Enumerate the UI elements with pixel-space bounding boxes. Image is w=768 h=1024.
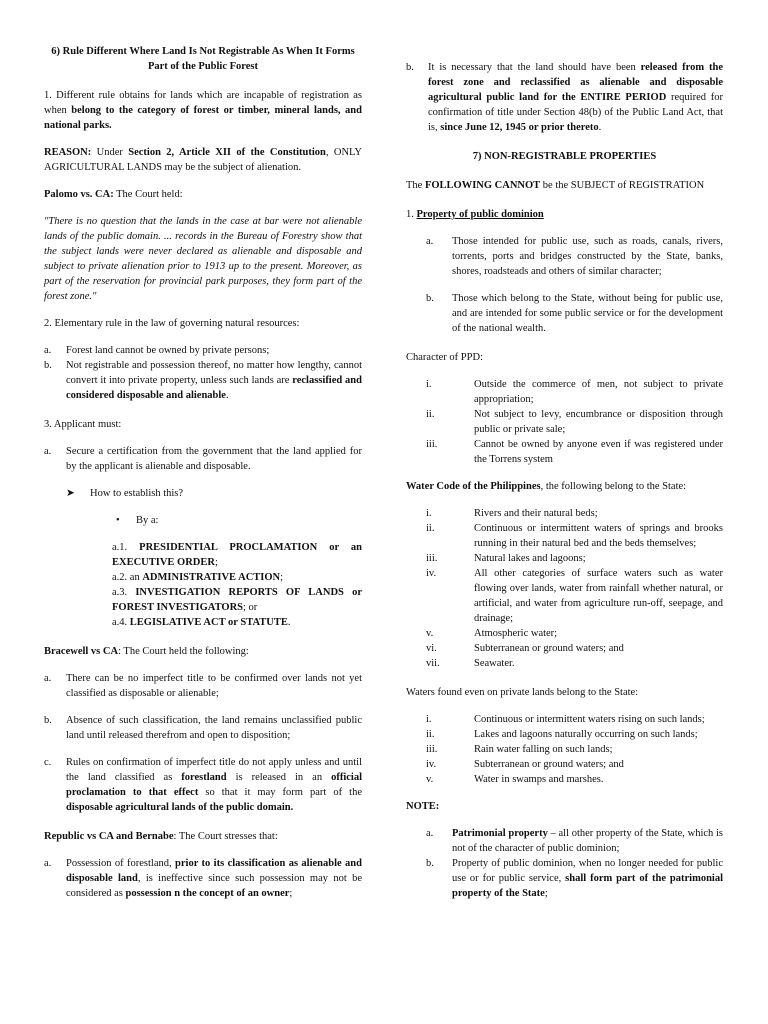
list-item: i. Continuous or intermittent waters rising on such lands; <box>426 714 705 725</box>
right-column <box>406 0 723 901</box>
list-item: a. Forest land cannot be owned by private persons; <box>44 345 270 356</box>
section-7-heading: 7) NON-REGISTRABLE PROPERTIES <box>472 151 657 162</box>
list-item: iii. Cannot be owned by anyone even if was registered under the Torrens system <box>426 439 723 465</box>
list-item: b. Absence of such classification, the land remains unclassified public land until released therefrom and open to disposition; <box>44 715 362 741</box>
ppd-heading: 1. Property of public dominion <box>406 209 544 220</box>
republic-case-heading: Republic vs CA and Bernabe: The Court stresses that: <box>44 831 278 842</box>
list-item: c. Rules on confirmation of imperfect title do not apply unless and until the land classified as forestland is released in an official proclamation to that effect so that it may form part of the disposable agricultural lands of the public domain. <box>44 757 362 813</box>
list-item: iv. All other categories of surface waters such as water flowing over lands, water from rainfall whether natural, or artificial, and water from agriculture run-off, seepage, and drainage; <box>426 568 723 624</box>
rule-2-paragraph: 2. Elementary rule in the law of governing natural resources: <box>44 318 300 329</box>
list-item: a. Patrimonial property – all other property of the State, which is not of the character of public dominion; <box>426 828 723 854</box>
list-item: b. It is necessary that the land should have been released from the forest zone and reclassified as alienable and disposable agricultural public land for the ENTIRE PERIOD required for confirmation of title under Section 48(b) of the Public Land Act, that is, since June 12, 1945 or prior thereto. <box>406 62 723 133</box>
list-item: iii. Rain water falling on such lands; <box>426 744 613 755</box>
list-item: iii. Natural lakes and lagoons; <box>426 553 586 564</box>
list-item: iv. Subterranean or ground waters; and <box>426 759 624 770</box>
note-heading: NOTE: <box>406 801 440 812</box>
list-item: a. Possession of forestland, prior to its classification as alienable and disposable land, is ineffective since such possession may not be considered as possession n the concept of an owner; <box>44 858 362 899</box>
list-item: i. Outside the commerce of men, not subject to private appropriation; <box>426 379 723 405</box>
list-item: ii. Lakes and lagoons naturally occurring on such lands; <box>426 729 698 740</box>
list-item: ii. Not subject to levy, encumbrance or disposition through public or private sale; <box>426 409 723 435</box>
list-item: b. Those which belong to the State, without being for public use, and are intended for some public service or for the development of the national wealth. <box>426 293 723 334</box>
section-6-heading: 6) Rule Different Where Land Is Not Registrable As When It Forms Part of the Public Forest <box>51 46 355 72</box>
bullet-icon: • <box>116 515 120 526</box>
bracewell-case-heading: Bracewell vs CA: The Court held the following: <box>44 646 249 657</box>
how-to-establish: ➤ How to establish this? <box>66 488 184 499</box>
list-item: v. Water in swamps and marshes. <box>426 774 604 785</box>
non-registrable-intro: The FOLLOWING CANNOT be the SUBJECT of REGISTRATION <box>406 180 705 191</box>
method-a2: a.2. an ADMINISTRATIVE ACTION; <box>112 572 284 583</box>
reason-paragraph: REASON: Under Section 2, Article XII of the Constitution, ONLY AGRICULTURAL LANDS may be the subject of alienation. <box>44 147 362 173</box>
list-item: vii. Seawater. <box>426 658 515 669</box>
arrow-bullet-icon: ➤ <box>66 488 75 499</box>
rule-1-paragraph: 1. Different rule obtains for lands which are incapable of registration as when belong to the category of forest or timber, mineral lands, and national parks. <box>44 90 362 131</box>
list-item: vi. Subterranean or ground waters; and <box>426 643 624 654</box>
establish-methods <box>44 540 362 630</box>
palomo-quote: "There is no question that the lands in the case at bar were not alienable lands of the public domain. ... records in the Bureau of Forestry show that the subject lands were never declared as alienable and disposable and subject to private alienation prior to 1913 up to the present. Moreover, as part of the reservation for provincial park purposes, they form part of the forest zone." <box>44 216 362 302</box>
list-item: a. Secure a certification from the government that the land applied for by the applicant is alienable and disposable. <box>44 446 362 472</box>
list-item: b. Property of public dominion, when no longer needed for public use or for public service, shall form part of the patrimonial property of the State; <box>426 858 723 899</box>
method-a1: a.1. PRESIDENTIAL PROCLAMATION or an EXECUTIVE ORDER; <box>112 542 362 568</box>
list-item: i. Rivers and their natural beds; <box>426 508 598 519</box>
list-item: b. Not registrable and possession thereof, no matter how lengthy, cannot convert it into private property, unless such lands are reclassified and considered disposable and alienable. <box>44 360 362 401</box>
method-a4: a.4. LEGISLATIVE ACT or STATUTE. <box>112 617 291 628</box>
character-heading: Character of PPD: <box>406 352 483 363</box>
rule-3-paragraph: 3. Applicant must: <box>44 419 122 430</box>
by-a-label: • By a: <box>116 515 159 526</box>
list-item: ii. Continuous or intermittent waters of springs and brooks running in their natural bed and the beds themselves; <box>426 523 723 549</box>
palomo-case-heading: Palomo vs. CA: The Court held: <box>44 189 183 200</box>
method-a3: a.3. INVESTIGATION REPORTS OF LANDS or FOREST INVESTIGATORS; or <box>112 587 362 613</box>
list-item: a. There can be no imperfect title to be confirmed over lands not yet classified as disposable or alienable; <box>44 673 362 699</box>
private-lands-heading: Waters found even on private lands belong to the State: <box>406 687 639 698</box>
left-column <box>44 0 362 901</box>
list-item: v. Atmospheric water; <box>426 628 558 639</box>
water-code-heading: Water Code of the Philippines, the following belong to the State: <box>406 481 687 492</box>
list-item: a. Those intended for public use, such as roads, canals, rivers, torrents, ports and bridges constructed by the State, banks, shores, roadsteads and others of similar character; <box>426 236 723 277</box>
